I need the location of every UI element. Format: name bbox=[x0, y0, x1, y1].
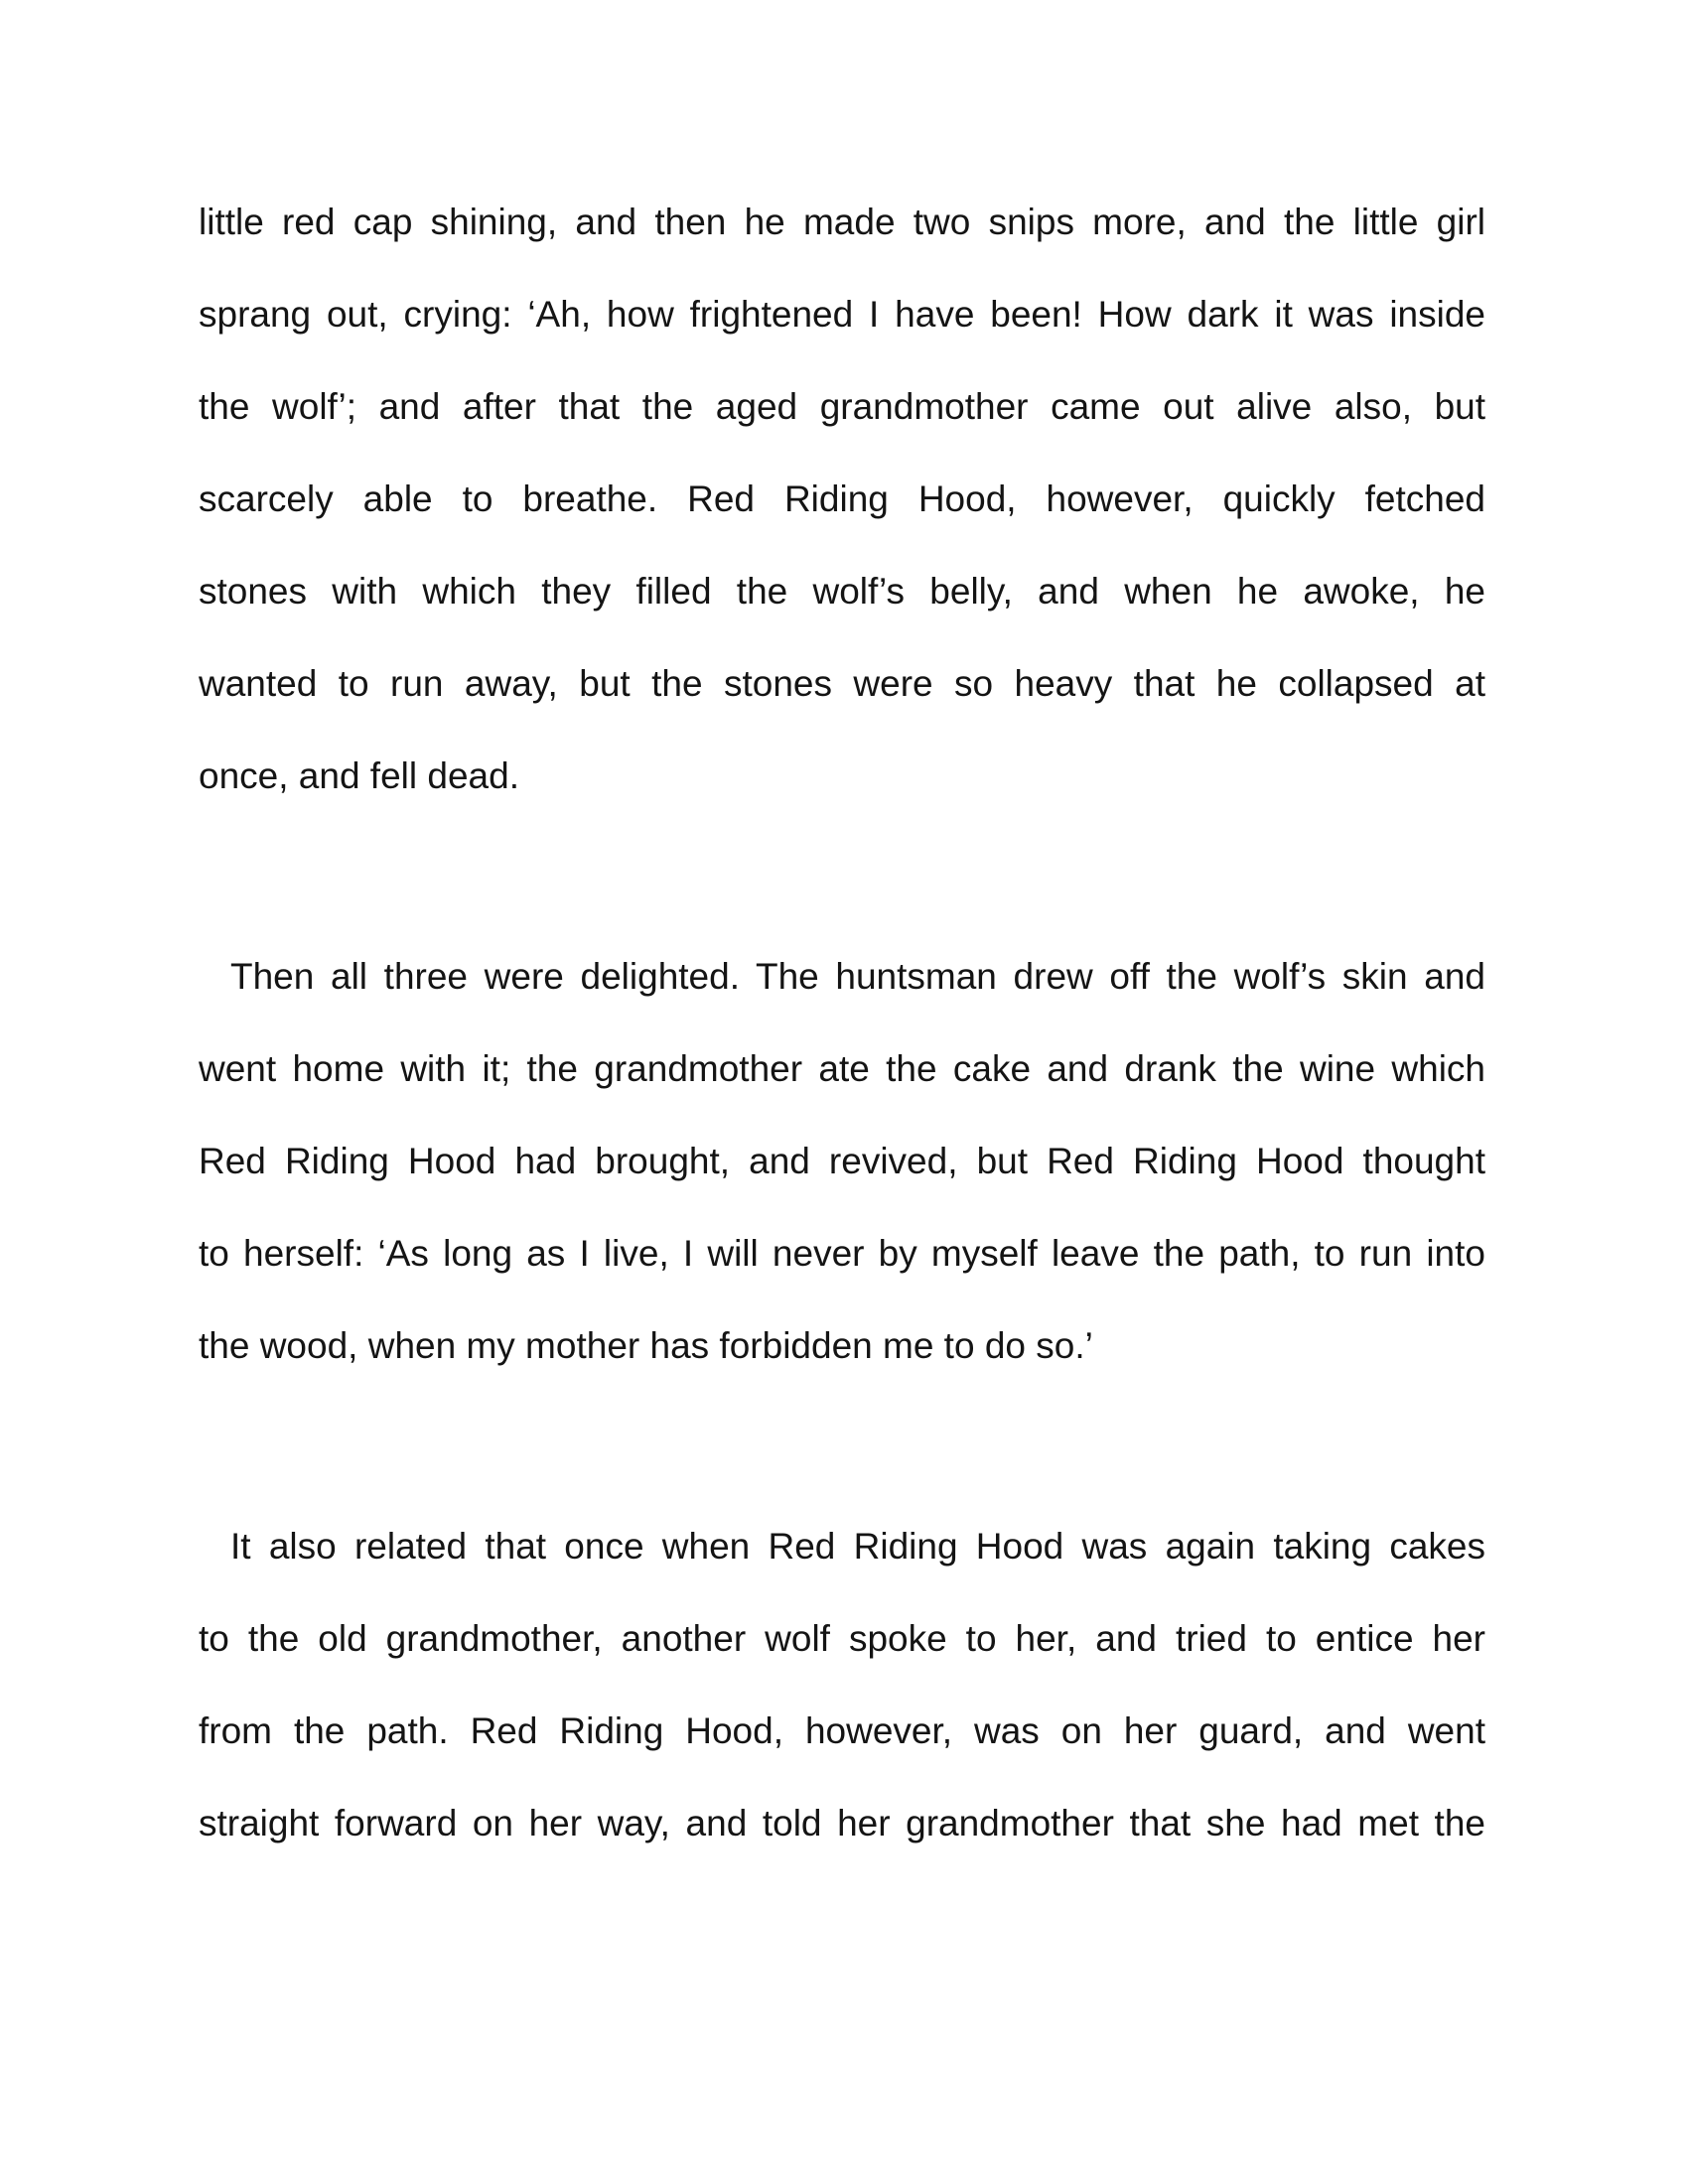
text-line: straight forward on her way, and told her grandmother that she had met the bbox=[199, 1803, 1485, 1843]
text-line: wanted to run away, but the stones were so heavy that he collapsed at bbox=[199, 663, 1485, 704]
paragraph-3 bbox=[199, 1500, 1485, 1869]
text-line: It also related that once when Red Riding Hood was again taking cakes bbox=[230, 1526, 1485, 1567]
text-line: went home with it; the grandmother ate the cake and drank the wine which bbox=[199, 1048, 1485, 1089]
text-line: stones with which they filled the wolf’s belly, and when he awoke, he bbox=[199, 571, 1485, 612]
text-line: to the old grandmother, another wolf spoke to her, and tried to entice her bbox=[199, 1618, 1485, 1659]
text-line: once, and fell dead. bbox=[199, 755, 519, 796]
text-line: to herself: ‘As long as I live, I will never by myself leave the path, to run into bbox=[199, 1233, 1485, 1274]
text-line: the wolf’; and after that the aged grandmother came out alive also, but bbox=[199, 386, 1485, 427]
text-line: scarcely able to breathe. Red Riding Hood, however, quickly fetched bbox=[199, 478, 1485, 519]
text-line: little red cap shining, and then he made two snips more, and the little girl bbox=[199, 202, 1485, 242]
paragraph-1 bbox=[199, 176, 1485, 822]
text-line: the wood, when my mother has forbidden me to do so.’ bbox=[199, 1325, 1093, 1366]
text-line: Red Riding Hood had brought, and revived, but Red Riding Hood thought bbox=[199, 1141, 1485, 1181]
text-line: sprang out, crying: ‘Ah, how frightened I have been! How dark it was inside bbox=[199, 294, 1485, 335]
text-line: Then all three were delighted. The huntsman drew off the wolf’s skin and bbox=[230, 956, 1485, 997]
text-line: from the path. Red Riding Hood, however, was on her guard, and went bbox=[199, 1710, 1485, 1751]
paragraph-2 bbox=[199, 930, 1485, 1392]
